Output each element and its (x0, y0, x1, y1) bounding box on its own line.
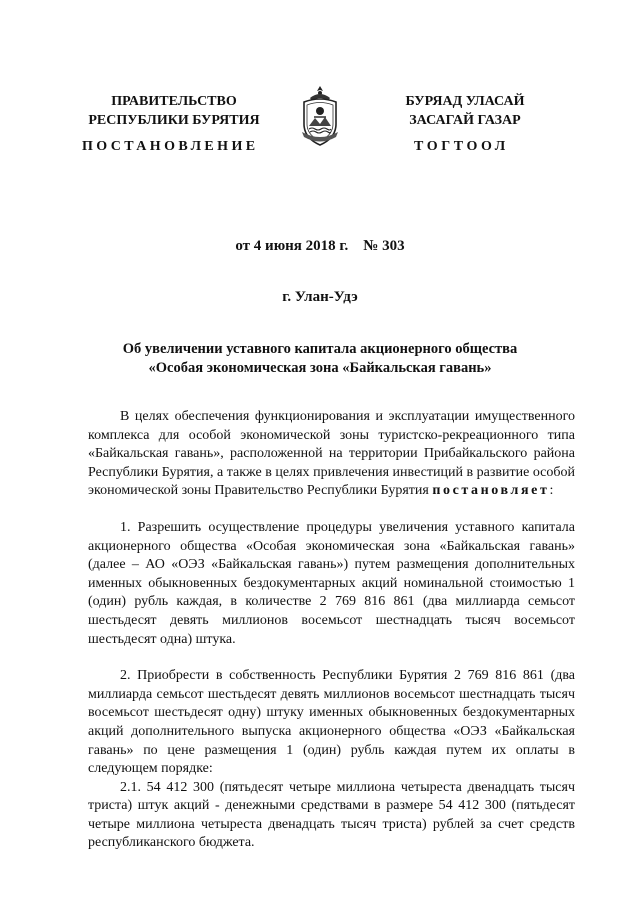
doc-type-russian: ПОСТАНОВЛЕНИЕ (82, 139, 259, 154)
document-title-line-1: Об увеличении уставного капитала акционерного общества (122, 341, 518, 357)
issuer-buryat-line-2: ЗАСАГАЙ ГАЗАР (409, 113, 521, 128)
item-1-paragraph: 1. Разрешить осуществление процедуры увеличения уставного капитала акционерного общества «Особая экономическая зона «Байкальская гавань» (далее – АО «ОЭЗ «Байкальская гавань») путем размещения дополнительных именных обыкновенных бездокументарных акций номинальной стоимостью 1 (один) рубль каждая, в количестве 2 769 816 861 (два миллиарда семьсот шестьдесят девять миллионов восемьсот шестнадцать тысяч восемьсот шестьдесят одна) штука. (88, 519, 575, 647)
document-date-number: от 4 июня 2018 г. № 303 (235, 238, 405, 254)
paragraph-gap (88, 649, 575, 667)
document-city: г. Улан-Удэ (282, 289, 358, 305)
item-2-paragraph: 2. Приобрести в собственность Республики Бурятия 2 769 816 861 (два миллиарда семьсот шестьдесят девять миллионов восемьсот шестнадцать тысяч восемьсот шестьдесят одну) штуку именных обыкновенных бездокументарных акций дополнительного выпуска акционерного общества «ОЭЗ «Байкальская гавань» по цене размещения 1 (один) рубль каждая путем их оплаты в следующем порядке: (88, 668, 575, 777)
resolves-word: постановляет (432, 483, 550, 499)
document-title-line-2: «Особая экономическая зона «Байкальская гавань» (148, 360, 492, 376)
preamble-text: В целях обеспечения функционирования и эксплуатации имущественного комплекса для особой экономической зоны туристско-рекреационного типа «Байкальская гавань», расположенной на территории Прибайкальского района Республики Бурятия, а также в целях привлечения инвестиций в развитие особой экономической зоны Правительство Республики Бурятия (88, 409, 575, 499)
preamble-colon: : (549, 483, 554, 499)
issuer-russian (74, 92, 274, 130)
document-title (0, 340, 640, 378)
issuer-buryat (365, 92, 565, 130)
coat-of-arms-icon (298, 84, 342, 148)
doc-type-buryat: ТОГТООЛ (414, 139, 509, 154)
issuer-russian-line-1: ПРАВИТЕЛЬСТВО (111, 94, 237, 109)
issuer-buryat-line-1: БУРЯАД УЛАСАЙ (405, 94, 525, 109)
item-2-1-paragraph: 2.1. 54 412 300 (пятьдесят четыре миллиона четыреста двенадцать тысяч триста) штук акций - денежными средствами в размере 54 412 300 (пятьдесят четыре миллиона четыреста двенадцать тысяч триста) рублей за счет средств республиканского бюджета. (88, 779, 575, 851)
preamble-paragraph (88, 408, 575, 501)
issuer-russian-line-2: РЕСПУБЛИКИ БУРЯТИЯ (88, 113, 260, 128)
paragraph-gap (88, 501, 575, 519)
document-body (88, 408, 575, 853)
